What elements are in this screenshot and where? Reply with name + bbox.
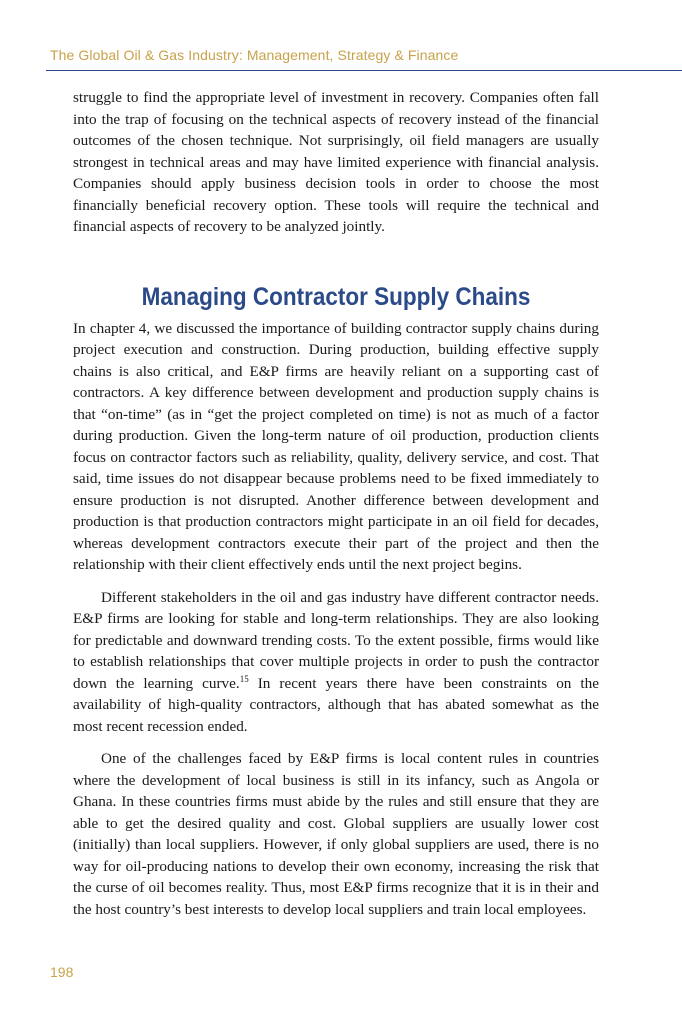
section-heading: Managing Contractor Supply Chains [141, 282, 531, 311]
paragraph-2-text-a: Different stakeholders in the oil and gas industry have different contractor needs. E&P firms are looking for stable and long-term relationships. They are also looking for predictable and downward trending costs. To the extent possible, firms would like to establish relationships that cover multiple projects in order to push the contractor down the learning curve. [73, 588, 599, 692]
header-divider [46, 70, 682, 71]
body-paragraph-3: One of the challenges faced by E&P firms is local content rules in countries where the development of local business is still in its infancy, such as Angola or Ghana. In these countries firms must abide by the rules and still ensure that they are able to get the desired quality and cost. Global suppliers are usually lower cost (initially) than local suppliers. However, if only global suppliers are used, there is no way for oil-producing nations to develop their own economy, increasing the risk that the curse of oil becomes reality. Thus, most E&P firms recognize that it is in their and the host country’s best interests to develop local suppliers and train local employees. [73, 750, 599, 918]
body-paragraph-2 [73, 587, 599, 738]
footnote-reference[interactable]: 15 [239, 673, 249, 684]
page-number: 198 [50, 964, 74, 980]
paragraph-2-text-b: In recent years there have been constraints on the availability of high-quality contractors, although that has abated somewhat as the most recent recession ended. [73, 674, 599, 735]
body-paragraph-1: In chapter 4, we discussed the importance of building contractor supply chains during project execution and construction. During production, building effective supply chains is also critical, and E&P firms are heavily reliant on a supporting cast of contractors. A key difference between development and production supply chains is that “on-time” (as in “get the project completed on time) is not as much of a factor during production. Given the long-term nature of oil production, production clients focus on contractor factors such as reliability, quality, delivery service, and cost. That said, time issues do not disappear because problems need to be fixed immediately to ensure production is not disrupted. Another difference between development and production is that production contractors might participate in an oil field for decades, whereas development contractors execute their part of the project and then the relationship with their client effectively ends until the next project begins. [73, 319, 599, 573]
page-content [73, 87, 599, 920]
intro-paragraph: struggle to find the appropriate level of investment in recovery. Companies often fall into the trap of focusing on the technical aspects of recovery instead of the financial outcomes of the chosen technique. Not surprisingly, oil field managers are usually strongest in technical areas and may have limited experience with financial analysis. Companies should apply business decision tools in order to choose the most financially beneficial recovery option. These tools will require the technical and financial aspects of recovery to be analyzed jointly. [73, 89, 599, 235]
running-header: The Global Oil & Gas Industry: Management, Strategy & Finance [50, 47, 459, 63]
